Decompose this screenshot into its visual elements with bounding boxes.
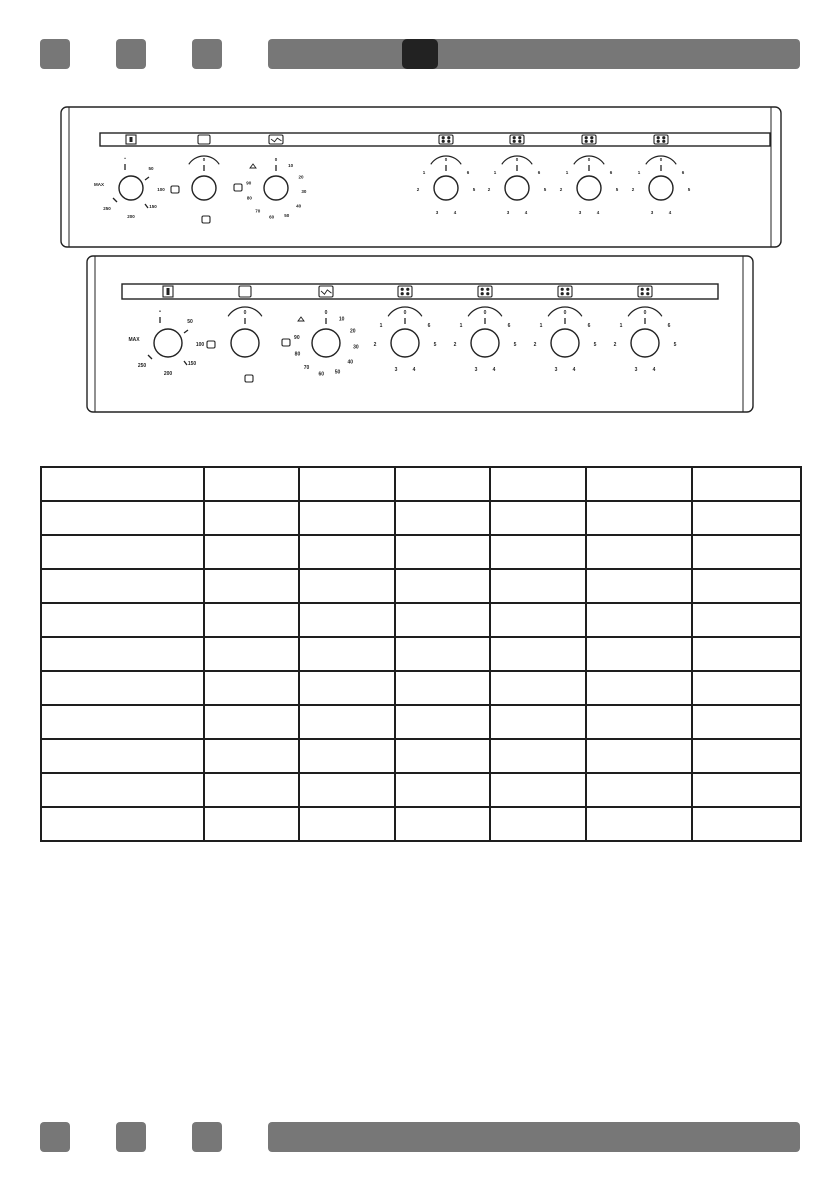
table-cell — [299, 671, 395, 705]
hob-dot-icon — [486, 288, 489, 291]
table-cell — [395, 637, 490, 671]
header-block-1 — [40, 39, 70, 69]
table-cell — [395, 467, 490, 501]
scale-label: 5 — [543, 187, 547, 192]
table-cell — [490, 467, 586, 501]
table-cell — [692, 467, 801, 501]
hob-dot-icon — [481, 292, 484, 295]
scale-label: 6 — [609, 170, 613, 175]
table-cell — [299, 773, 395, 807]
scale-label: 150 — [149, 204, 157, 209]
table-row — [41, 705, 801, 739]
table-cell — [41, 603, 204, 637]
scale-tick — [145, 177, 149, 180]
table-cell — [395, 773, 490, 807]
control-panel-b — [86, 255, 754, 413]
scale-label: 6 — [507, 323, 511, 329]
table-cell — [490, 569, 586, 603]
scale-label: 0 — [643, 310, 647, 316]
table-row — [41, 671, 801, 705]
scale-label: 4 — [652, 367, 656, 373]
scale-label: 4 — [492, 367, 496, 373]
control-panel-a — [60, 106, 782, 248]
footer-block-3 — [192, 1122, 222, 1152]
empty-table — [40, 466, 802, 842]
scale-label: 3 — [474, 367, 478, 373]
scale-label: 80 — [294, 351, 301, 358]
header-active-tab[interactable] — [402, 39, 438, 69]
footer-bar — [268, 1122, 800, 1152]
table-cell — [204, 603, 299, 637]
scale-label: 1 — [565, 170, 569, 175]
hob-dot-icon — [641, 288, 644, 291]
scale-label: 150 — [187, 361, 197, 367]
scale-label: 2 — [533, 342, 537, 348]
scale-tick — [113, 198, 117, 202]
table-cell — [692, 739, 801, 773]
table-cell — [41, 501, 204, 535]
scale-tick — [184, 361, 187, 365]
scale-label: 1 — [539, 323, 543, 329]
hob-dot-icon — [590, 140, 593, 143]
scale-label: 50 — [284, 212, 290, 218]
hob-dot-icon — [662, 136, 665, 139]
table-cell — [490, 739, 586, 773]
scale-label: 1 — [422, 170, 426, 175]
table-cell — [204, 773, 299, 807]
table-cell — [490, 807, 586, 841]
hotplate-knob — [631, 329, 659, 357]
table-cell — [586, 671, 692, 705]
oven-mode-icon — [239, 286, 251, 297]
scale-label: 40 — [296, 203, 302, 209]
hob-dot-icon — [442, 140, 445, 143]
table-row — [41, 773, 801, 807]
scale-label: MAX — [128, 337, 140, 343]
scale-label: 0 — [274, 157, 278, 162]
header-block-3 — [192, 39, 222, 69]
table-cell — [692, 637, 801, 671]
scale-label: 3 — [578, 210, 582, 215]
table-cell — [299, 603, 395, 637]
scale-label: 0 — [563, 310, 567, 316]
scale-label: 1 — [493, 170, 497, 175]
selector-knob — [192, 176, 216, 200]
scale-label: 5 — [433, 342, 437, 348]
scale-label: 0 — [202, 157, 206, 162]
scale-label: 100 — [195, 342, 205, 348]
hob-dot-icon — [406, 288, 409, 291]
scale-label: 50 — [187, 319, 193, 325]
scale-label: 10 — [338, 316, 345, 323]
scale-label: 100 — [157, 187, 165, 192]
scale-label: 0 — [243, 310, 247, 316]
table-cell — [692, 671, 801, 705]
scale-label: 2 — [373, 342, 377, 348]
table-row — [41, 637, 801, 671]
table-cell — [586, 603, 692, 637]
hob-dot-icon — [657, 136, 660, 139]
hob-dot-icon — [406, 292, 409, 295]
table-cell — [586, 705, 692, 739]
scale-label: 6 — [667, 323, 671, 329]
scale-label: 30 — [301, 189, 307, 195]
scale-label: 5 — [593, 342, 597, 348]
hob-dot-icon — [447, 136, 450, 139]
table-cell — [586, 773, 692, 807]
scale-label: 0 — [403, 310, 407, 316]
table-cell — [586, 807, 692, 841]
scale-label: 6 — [681, 170, 685, 175]
table-cell — [395, 739, 490, 773]
scale-label: 6 — [427, 323, 431, 329]
grill-icon — [234, 184, 242, 191]
table-cell — [586, 569, 692, 603]
scale-label: 5 — [513, 342, 517, 348]
table-cell — [692, 773, 801, 807]
table-cell — [204, 535, 299, 569]
hotplate-knob — [551, 329, 579, 357]
header-bar — [268, 39, 800, 69]
scale-label: 2 — [631, 187, 635, 192]
hob-dot-icon — [646, 288, 649, 291]
hob-zone-icon — [638, 286, 652, 297]
scale-label: 0 — [324, 310, 328, 316]
scale-label: 10 — [288, 163, 294, 169]
timer-wave-icon — [321, 290, 332, 294]
table-cell — [299, 467, 395, 501]
table-cell — [395, 705, 490, 739]
hand-icon — [298, 317, 304, 321]
scale-label: 5 — [615, 187, 619, 192]
scale-label: 2 — [453, 342, 457, 348]
table-cell — [490, 705, 586, 739]
table-cell — [586, 535, 692, 569]
hob-dot-icon — [641, 292, 644, 295]
grill-icon — [282, 339, 290, 346]
footer-block-2 — [116, 1122, 146, 1152]
oven-light-icon — [171, 186, 179, 193]
hob-zone-icon — [510, 135, 524, 144]
hob-zone-icon — [654, 135, 668, 144]
scale-label: 90 — [246, 180, 252, 186]
scale-label: 3 — [435, 210, 439, 215]
scale-label: 0 — [659, 157, 663, 162]
thermometer-icon — [167, 288, 170, 295]
table-cell — [395, 807, 490, 841]
scale-label: 250 — [137, 363, 147, 369]
scale-tick — [145, 204, 148, 208]
scale-label: 60 — [269, 214, 275, 220]
header-block-2 — [116, 39, 146, 69]
hotplate-knob — [471, 329, 499, 357]
hob-zone-icon — [478, 286, 492, 297]
table-cell — [692, 535, 801, 569]
scale-label: 40 — [347, 359, 354, 366]
scale-label: 2 — [487, 187, 491, 192]
hob-dot-icon — [585, 136, 588, 139]
hob-dot-icon — [447, 140, 450, 143]
hob-zone-icon — [582, 135, 596, 144]
scale-label: 250 — [103, 206, 111, 211]
selector-knob — [231, 329, 259, 357]
table-cell — [41, 637, 204, 671]
table-row — [41, 535, 801, 569]
table-cell — [395, 603, 490, 637]
table-row — [41, 467, 801, 501]
hob-dot-icon — [646, 292, 649, 295]
footer-block-1 — [40, 1122, 70, 1152]
scale-label: 4 — [524, 210, 528, 215]
bottom-heat-icon — [245, 375, 253, 382]
scale-label: • — [159, 309, 161, 315]
scale-tick — [184, 330, 188, 333]
hand-icon — [250, 164, 256, 168]
table-cell — [586, 739, 692, 773]
table-cell — [299, 705, 395, 739]
table-cell — [204, 671, 299, 705]
scale-label: 2 — [559, 187, 563, 192]
scale-label: 80 — [246, 195, 252, 201]
hob-dot-icon — [518, 136, 521, 139]
scale-label: 2 — [416, 187, 420, 192]
table-cell — [299, 739, 395, 773]
table-cell — [692, 807, 801, 841]
table-cell — [41, 773, 204, 807]
scale-label: 60 — [318, 371, 325, 378]
hotplate-knob — [649, 176, 673, 200]
table-row — [41, 501, 801, 535]
table-cell — [490, 773, 586, 807]
scale-label: 200 — [127, 214, 135, 219]
table-row — [41, 603, 801, 637]
thermostat-knob — [119, 176, 143, 200]
scale-label: 30 — [353, 344, 359, 351]
table-cell — [490, 535, 586, 569]
hob-dot-icon — [561, 292, 564, 295]
scale-label: 1 — [619, 323, 623, 329]
table-cell — [41, 671, 204, 705]
hob-dot-icon — [518, 140, 521, 143]
table-cell — [692, 603, 801, 637]
scale-label: 3 — [650, 210, 654, 215]
hob-dot-icon — [486, 292, 489, 295]
scale-label: 4 — [453, 210, 457, 215]
table-cell — [692, 569, 801, 603]
table-cell — [490, 637, 586, 671]
scale-label: MAX — [94, 182, 104, 187]
table-cell — [299, 807, 395, 841]
scale-label: • — [124, 156, 126, 161]
table-cell — [490, 501, 586, 535]
hob-dot-icon — [401, 292, 404, 295]
table-cell — [41, 739, 204, 773]
table-cell — [692, 501, 801, 535]
scale-label: 3 — [554, 367, 558, 373]
hob-dot-icon — [481, 288, 484, 291]
thermometer-icon — [130, 137, 133, 142]
scale-label: 50 — [148, 166, 154, 171]
table-cell — [395, 535, 490, 569]
table-cell — [692, 705, 801, 739]
scale-label: 20 — [349, 328, 356, 335]
scale-label: 1 — [637, 170, 641, 175]
table-cell — [204, 705, 299, 739]
table-cell — [586, 467, 692, 501]
table-cell — [204, 739, 299, 773]
bottom-heat-icon — [202, 216, 210, 223]
scale-label: 6 — [587, 323, 591, 329]
hob-dot-icon — [585, 140, 588, 143]
table-cell — [586, 501, 692, 535]
scale-label: 5 — [472, 187, 476, 192]
table-cell — [41, 569, 204, 603]
hob-dot-icon — [662, 140, 665, 143]
scale-label: 4 — [596, 210, 600, 215]
scale-label: 50 — [334, 369, 341, 376]
table-cell — [395, 671, 490, 705]
table-cell — [41, 467, 204, 501]
hotplate-knob — [505, 176, 529, 200]
scale-label: 70 — [255, 208, 261, 214]
scale-label: 4 — [668, 210, 672, 215]
hob-dot-icon — [561, 288, 564, 291]
scale-label: 1 — [459, 323, 463, 329]
table-cell — [204, 569, 299, 603]
scale-label: 90 — [294, 334, 300, 341]
timer-wave-icon — [271, 138, 282, 142]
timer-knob — [264, 176, 288, 200]
table-cell — [41, 705, 204, 739]
table-row — [41, 739, 801, 773]
hob-dot-icon — [401, 288, 404, 291]
oven-mode-icon — [198, 135, 210, 144]
scale-label: 6 — [466, 170, 470, 175]
table-cell — [41, 807, 204, 841]
hob-zone-icon — [558, 286, 572, 297]
scale-label: 5 — [687, 187, 691, 192]
scale-label: 0 — [483, 310, 487, 316]
table-cell — [395, 569, 490, 603]
table-row — [41, 569, 801, 603]
hotplate-knob — [434, 176, 458, 200]
scale-label: 200 — [163, 371, 173, 377]
hob-dot-icon — [566, 292, 569, 295]
hotplate-knob — [391, 329, 419, 357]
scale-label: 2 — [613, 342, 617, 348]
table-cell — [395, 501, 490, 535]
scale-label: 0 — [444, 157, 448, 162]
thermostat-knob — [154, 329, 182, 357]
hob-dot-icon — [566, 288, 569, 291]
hob-dot-icon — [590, 136, 593, 139]
scale-label: 3 — [634, 367, 638, 373]
scale-label: 4 — [572, 367, 576, 373]
timer-knob — [312, 329, 340, 357]
table-cell — [490, 671, 586, 705]
hob-zone-icon — [398, 286, 412, 297]
hob-dot-icon — [513, 136, 516, 139]
scale-label: 0 — [515, 157, 519, 162]
hob-zone-icon — [439, 135, 453, 144]
table-cell — [586, 637, 692, 671]
table-cell — [204, 637, 299, 671]
table-cell — [490, 603, 586, 637]
scale-label: 5 — [673, 342, 677, 348]
scale-label: 70 — [303, 364, 310, 371]
table-cell — [41, 535, 204, 569]
table-cell — [204, 807, 299, 841]
hob-dot-icon — [657, 140, 660, 143]
scale-label: 4 — [412, 367, 416, 373]
hotplate-knob — [577, 176, 601, 200]
scale-label: 3 — [506, 210, 510, 215]
scale-label: 3 — [394, 367, 398, 373]
oven-light-icon — [207, 341, 215, 348]
table-cell — [299, 535, 395, 569]
hob-dot-icon — [442, 136, 445, 139]
table-cell — [204, 501, 299, 535]
table-cell — [299, 569, 395, 603]
scale-label: 6 — [537, 170, 541, 175]
table-cell — [204, 467, 299, 501]
table-cell — [299, 501, 395, 535]
table-cell — [299, 637, 395, 671]
scale-label: 20 — [298, 174, 304, 180]
hob-dot-icon — [513, 140, 516, 143]
scale-label: 0 — [587, 157, 591, 162]
scale-tick — [148, 355, 152, 359]
table-row — [41, 807, 801, 841]
scale-label: 1 — [379, 323, 383, 329]
